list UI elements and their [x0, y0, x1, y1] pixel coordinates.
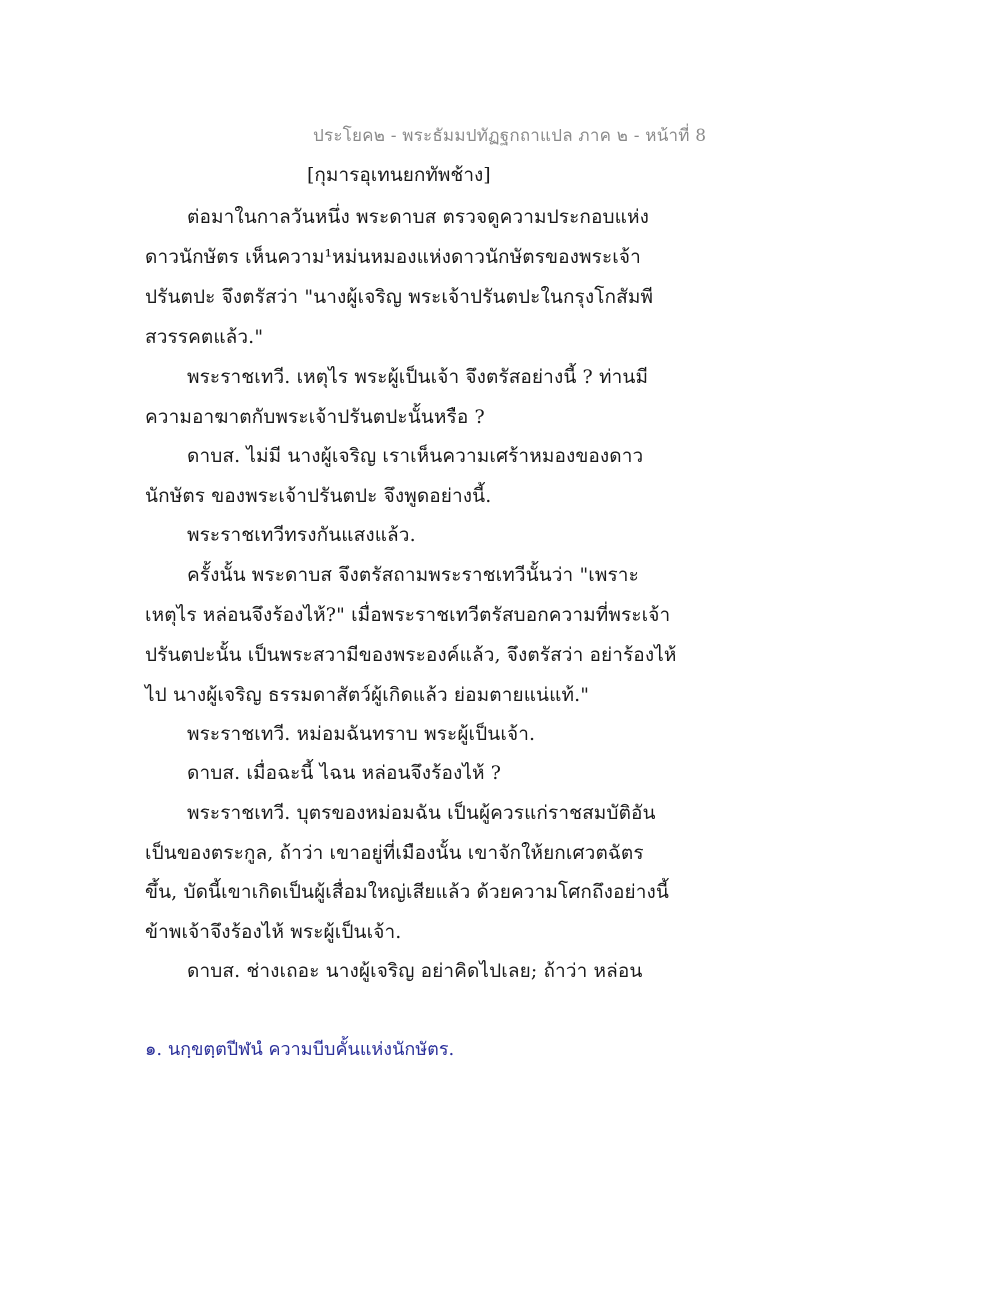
body-line: ครั้งนั้น พระดาบส จึงตรัสถามพระราชเทวีนั้นว่า "เพราะ	[187, 564, 639, 586]
footnote: ๑. นกฺขตฺตปีฬนํ ความบีบคั้นแห่งนักษัตร.	[145, 1039, 455, 1060]
body-line: ปรันตปะนั้น เป็นพระสวามีของพระองค์แล้ว, จึงตรัสว่า อย่าร้องไห้	[145, 644, 677, 666]
body-line: ดาบส. เมื่อฉะนี้ ไฉน หล่อนจึงร้องไห้ ?	[187, 762, 502, 784]
body-line: นักษัตร ของพระเจ้าปรันตปะ จึงพูดอย่างนี้.	[145, 485, 492, 507]
body-line: ต่อมาในกาลวันหนึ่ง พระดาบส ตรวจดูความประกอบแห่ง	[187, 206, 650, 228]
body-line: ปรันตปะ จึงตรัสว่า "นางผู้เจริญ พระเจ้าปรันตปะในกรุงโกสัมพี	[145, 286, 654, 308]
body-line: ดาวนักษัตร เห็นความ¹หม่นหมองแห่งดาวนักษัตรของพระเจ้า	[145, 246, 641, 268]
body-line: พระราชเทวี. บุตรของหม่อมฉัน เป็นผู้ควรแก่ราชสมบัติอัน	[187, 802, 656, 824]
body-line: ขึ้น, บัดนี้เขาเกิดเป็นผู้เสื่อมใหญ่เสียแล้ว ด้วยความโศกถึงอย่างนี้	[145, 881, 669, 903]
body-line: เหตุไร หล่อนจึงร้องไห้?" เมื่อพระราชเทวีตรัสบอกความที่พระเจ้า	[145, 604, 671, 626]
body-line: ดาบส. ไม่มี นางผู้เจริญ เราเห็นความเศร้าหมองของดาว	[187, 445, 644, 467]
body-line: ดาบส. ช่างเถอะ นางผู้เจริญ อย่าคิดไปเลย; ถ้าว่า หล่อน	[187, 960, 643, 982]
section-title: [กุมารอุเทนยกทัพช้าง]	[307, 164, 491, 186]
body-line: พระราชเทวี. หม่อมฉันทราบ พระผู้เป็นเจ้า.	[187, 723, 536, 745]
body-line: พระราชเทวีทรงกันแสงแล้ว.	[187, 524, 416, 546]
body-line: เป็นของตระกูล, ถ้าว่า เขาอยู่ที่เมืองนั้น เขาจักให้ยกเศวตฉัตร	[145, 842, 644, 864]
body-line: ความอาฆาตกับพระเจ้าปรันตปะนั้นหรือ ?	[145, 406, 485, 428]
body-line: ไป นางผู้เจริญ ธรรมดาสัตว์ผู้เกิดแล้ว ย่อมตายแน่แท้."	[145, 684, 590, 706]
page-header: ประโยค๒ - พระธัมมปทัฏฐกถาแปล ภาค ๒ - หน้าที่ 8	[313, 126, 707, 146]
body-line: สวรรคตแล้ว."	[145, 326, 264, 348]
body-line: พระราชเทวี. เหตุไร พระผู้เป็นเจ้า จึงตรัสอย่างนี้ ? ท่านมี	[187, 366, 649, 388]
body-line: ข้าพเจ้าจึงร้องไห้ พระผู้เป็นเจ้า.	[145, 921, 402, 943]
